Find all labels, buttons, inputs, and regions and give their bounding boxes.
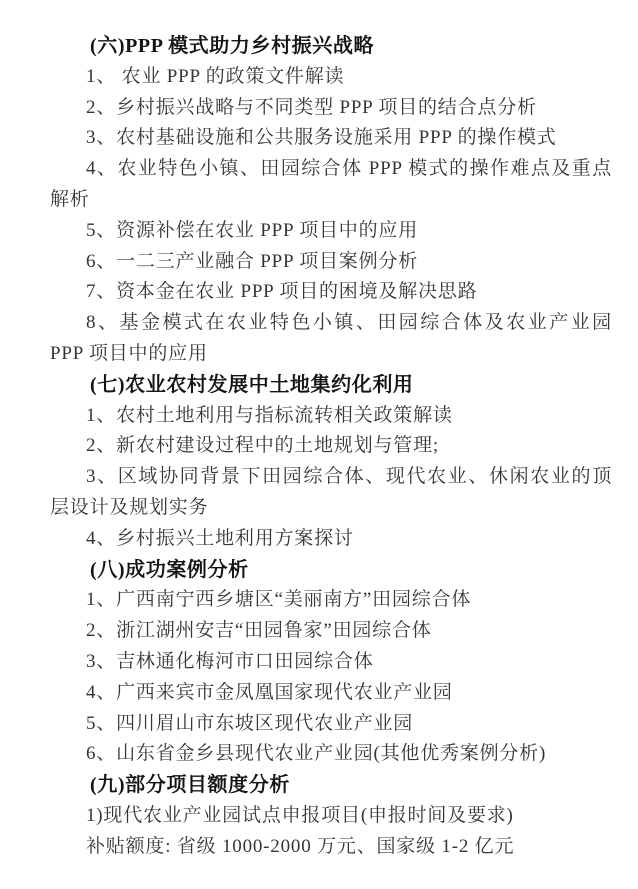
- paragraph: [50, 585, 612, 616]
- paragraph: [50, 93, 612, 124]
- paragraph-line: 4、农业特色小镇、田园综合体 PPP 模式的操作难点及重点: [86, 158, 612, 180]
- paragraph-line: 2、乡村振兴战略与不同类型 PPP 项目的结合点分析: [86, 96, 537, 118]
- paragraph: [50, 739, 612, 770]
- paragraph-line: 7、资本金在农业 PPP 项目的困境及解决思路: [86, 281, 478, 303]
- paragraph-line: 5、四川眉山市东坡区现代农业产业园: [86, 712, 414, 734]
- section-heading: (九)部分项目额度分析: [90, 774, 290, 797]
- paragraph: [50, 431, 612, 462]
- paragraph: [50, 832, 612, 863]
- paragraph: [50, 277, 612, 308]
- paragraph-line: 3、区域协同背景下田园综合体、现代农业、休闲农业的顶: [86, 466, 612, 488]
- paragraph-line: 1、农村土地利用与指标流转相关政策解读: [86, 404, 453, 426]
- paragraph-line: 6、一二三产业融合 PPP 项目案例分析: [86, 250, 418, 272]
- paragraph: [50, 308, 612, 370]
- paragraph-line: 1、广西南宁西乡塘区“美丽南方”田园综合体: [86, 589, 472, 611]
- paragraph-line: 8、基金模式在农业特色小镇、田园综合体及农业产业园: [86, 312, 612, 334]
- paragraph: [50, 678, 612, 709]
- paragraph-line: 1、 农业 PPP 的政策文件解读: [86, 65, 345, 87]
- section-heading: (七)农业农村发展中土地集约化利用: [90, 373, 414, 396]
- paragraph: [50, 62, 612, 93]
- paragraph-line: 5、资源补偿在农业 PPP 项目中的应用: [86, 219, 418, 241]
- paragraph: [50, 154, 612, 216]
- paragraph: [50, 123, 612, 154]
- section-heading: (八)成功案例分析: [90, 558, 249, 581]
- paragraph-continuation-line: 解析: [50, 188, 90, 210]
- content-column: [50, 31, 612, 863]
- paragraph-continuation-line: 层设计及规划实务: [50, 496, 209, 518]
- paragraph: [50, 401, 612, 432]
- paragraph-line: 1)现代农业产业园试点申报项目(申报时间及要求): [86, 804, 514, 826]
- paragraph-line: 4、乡村振兴土地利用方案探讨: [86, 527, 354, 549]
- paragraph: [50, 616, 612, 647]
- paragraph-line: 2、新农村建设过程中的土地规划与管理;: [86, 435, 439, 457]
- section-heading: (六)PPP 模式助力乡村振兴战略: [90, 35, 375, 57]
- paragraph-line: 2、浙江湖州安吉“田园鲁家”田园综合体: [86, 620, 432, 642]
- paragraph: [50, 801, 612, 832]
- paragraph-continuation-line: PPP 项目中的应用: [50, 342, 208, 364]
- paragraph: [50, 216, 612, 247]
- paragraph-line: 补贴额度: 省级 1000-2000 万元、国家级 1-2 亿元: [86, 835, 515, 857]
- paragraph: [50, 647, 612, 678]
- paragraph: [50, 247, 612, 278]
- paragraph-line: 6、山东省金乡县现代农业产业园(其他优秀案例分析): [86, 743, 547, 765]
- paragraph: [50, 709, 612, 740]
- paragraph-line: 4、广西来宾市金凤凰国家现代农业产业园: [86, 681, 453, 703]
- paragraph: [50, 462, 612, 524]
- paragraph-line: 3、吉林通化梅河市口田园综合体: [86, 650, 374, 672]
- paragraph: [50, 524, 612, 555]
- paragraph-line: 3、农村基础设施和公共服务设施采用 PPP 的操作模式: [86, 127, 557, 149]
